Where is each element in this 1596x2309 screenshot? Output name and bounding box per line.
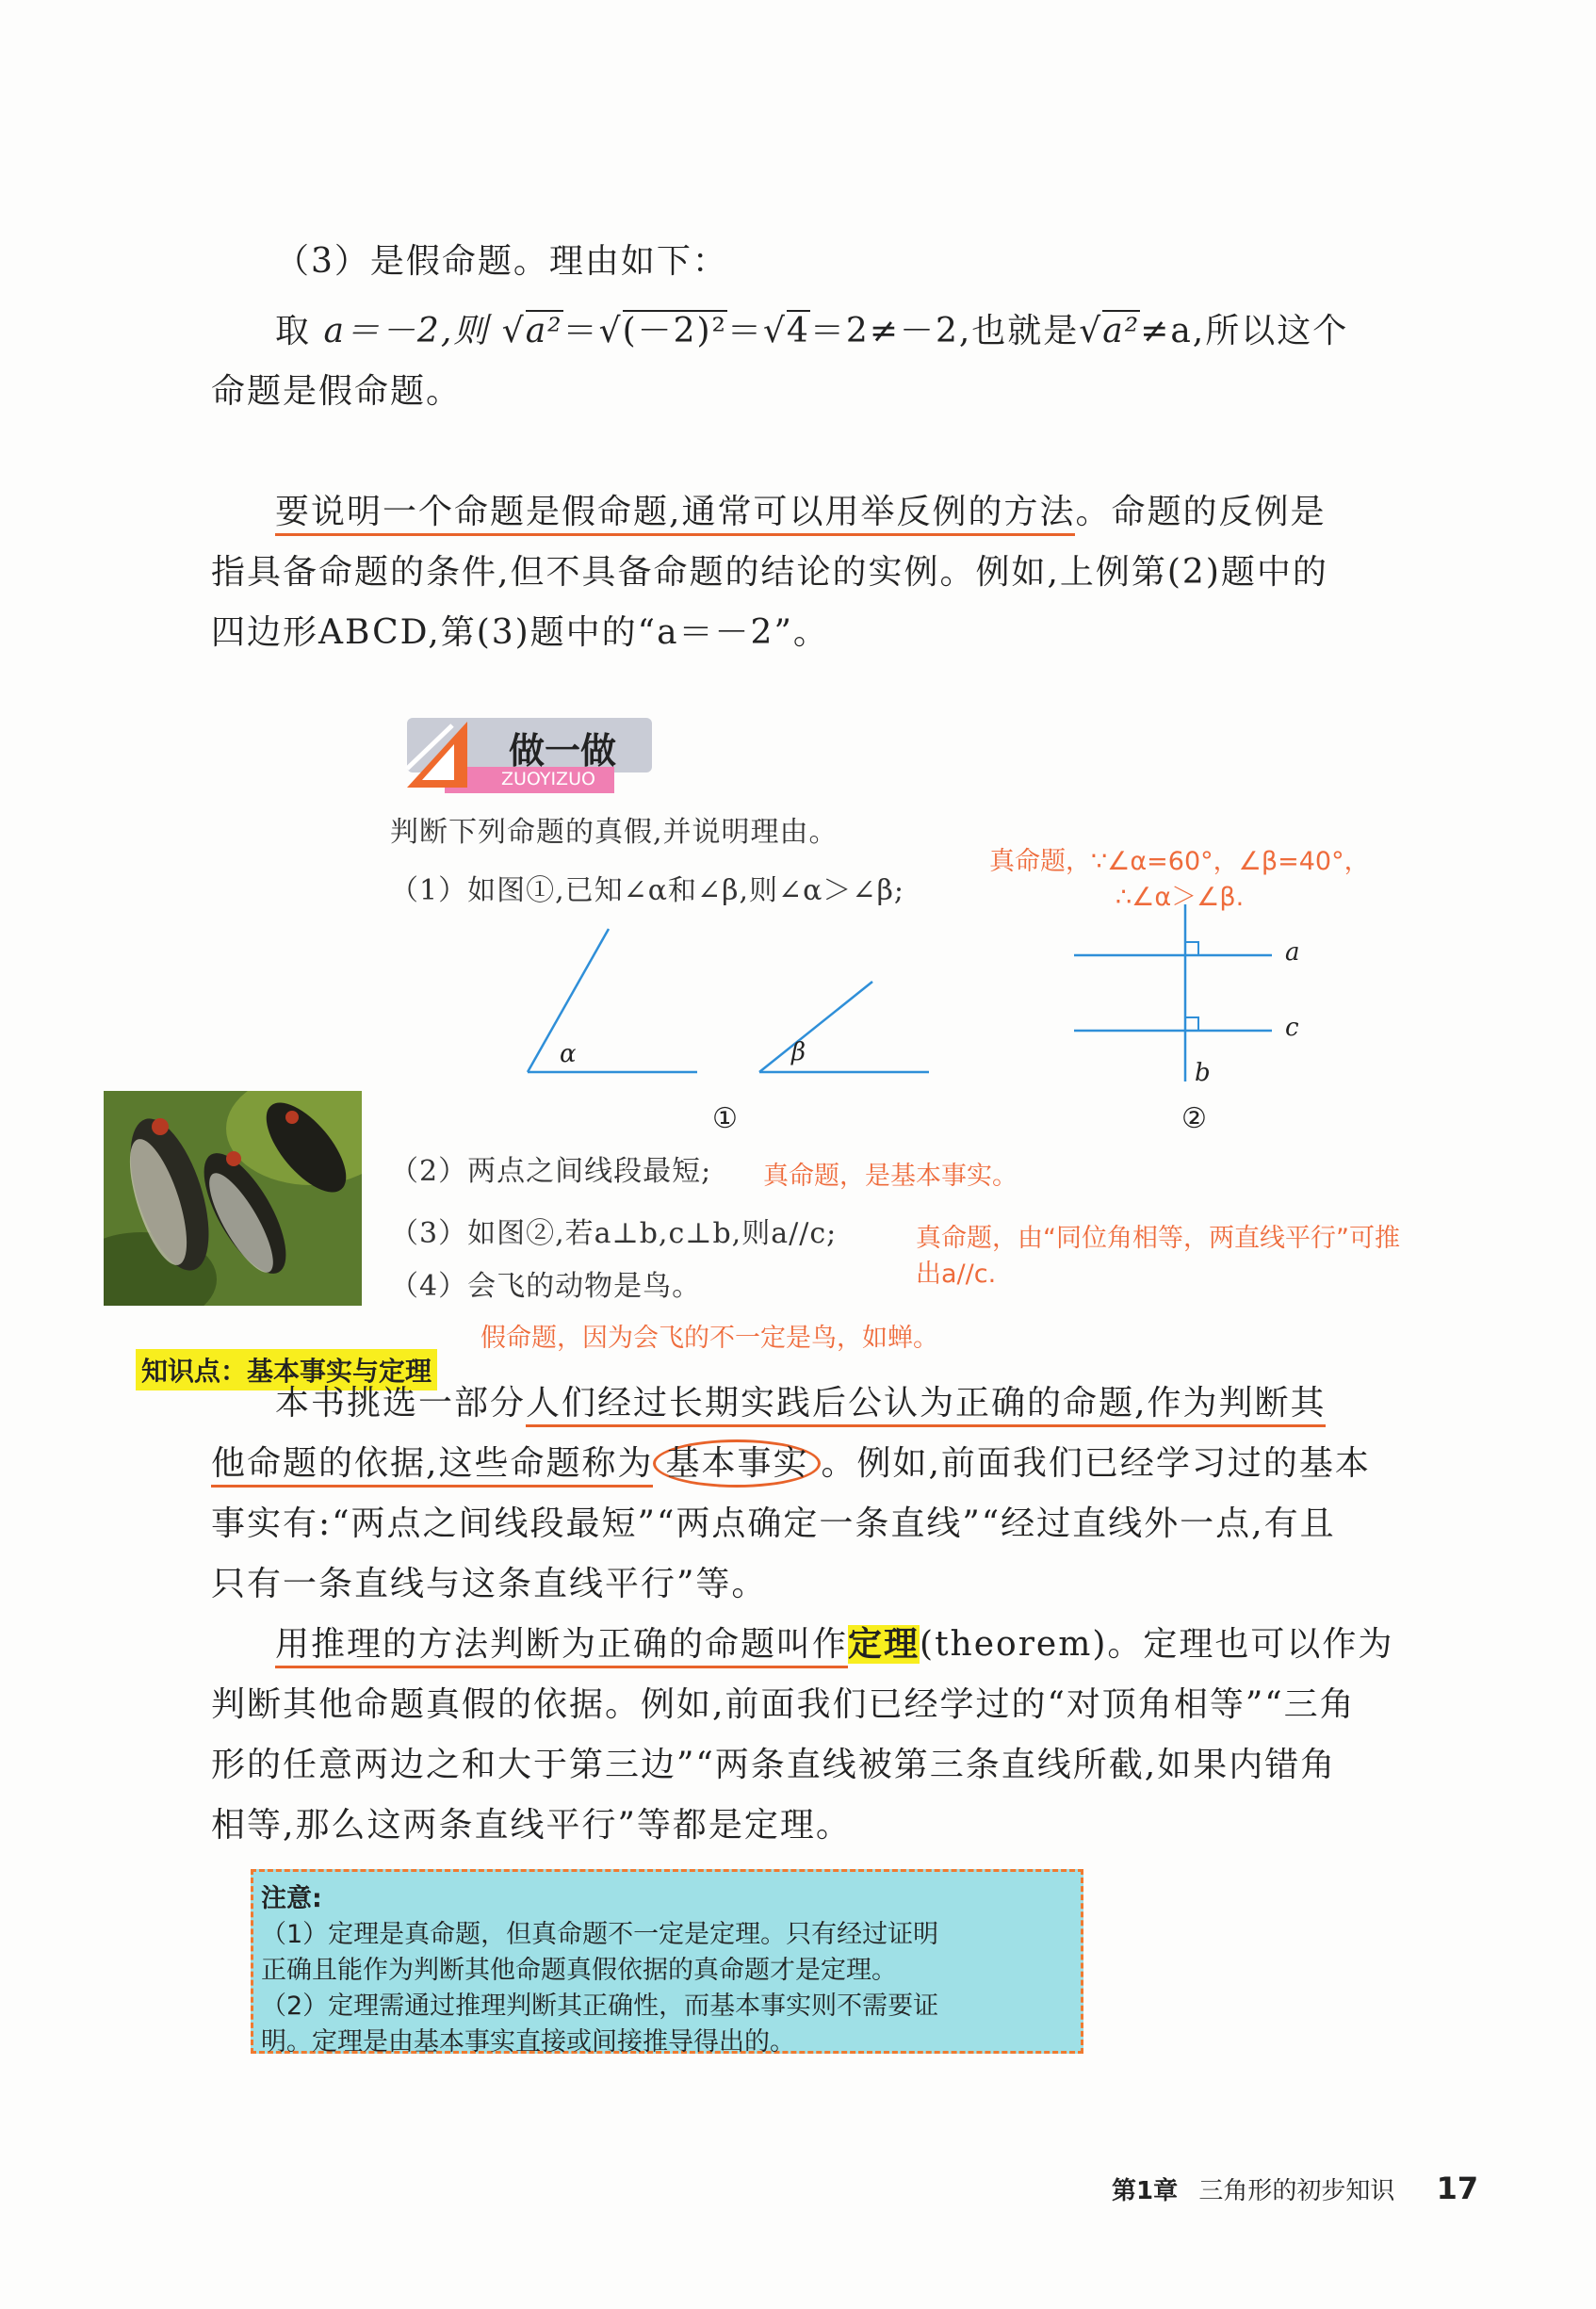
counterexample-line-1	[275, 482, 1326, 543]
annotation-3a: 真命题，由“同位角相等，两直线平行”可推	[916, 1224, 1400, 1253]
question-4: （4）会飞的动物是鸟。	[390, 1270, 702, 1303]
annotation-4: 假命题，因为会飞的不一定是鸟，如蝉。	[480, 1324, 938, 1353]
line-b-label: b	[1195, 1059, 1211, 1087]
theorem-line-2: 判断其他命题真假的依据。例如,前面我们已经学过的“对顶角相等”“三角	[211, 1685, 1356, 1724]
text: 本书挑选一部分	[275, 1384, 527, 1423]
note-title: 注意:	[261, 1884, 322, 1913]
angle-alpha-label: α	[560, 1040, 577, 1068]
chapter-title: 三角形的初步知识	[1198, 2177, 1395, 2205]
badge-subtitle: ZUOYIZUO	[501, 769, 595, 789]
equals-sign: ＝	[562, 312, 599, 350]
theorem-line-4: 相等,那么这两条直线平行”等都是定理。	[211, 1806, 852, 1845]
line-c-label: c	[1285, 1014, 1299, 1042]
facts-line-4: 只有一条直线与这条直线平行”等。	[211, 1565, 768, 1603]
note-line-4: 明。定理是由基本事实直接或间接推导得出的。	[261, 2027, 795, 2057]
figure-2-label: ②	[1181, 1102, 1207, 1135]
text: 。例如,前面我们已经学习过的基本	[821, 1444, 1371, 1483]
ruler-icon	[401, 712, 473, 793]
sqrt-expression: √4	[763, 312, 810, 350]
activity-prompt: 判断下列命题的真假,并说明理由。	[390, 816, 839, 849]
intro-line-2	[275, 301, 1348, 362]
underlined-text: 用推理的方法判断为正确的命题叫作	[275, 1625, 848, 1668]
theorem-line-1	[275, 1615, 1393, 1675]
intro-text: ＝2≠－2,也就是	[809, 312, 1080, 350]
cicada-photo	[104, 1091, 362, 1306]
chapter-number: 第1章	[1112, 2177, 1179, 2205]
figure-1	[509, 923, 961, 1093]
intro-text: ≠a,所以这个	[1140, 312, 1349, 350]
counterexample-line-2: 指具备命题的条件,但不具备命题的结论的实例。例如,上例第(2)题中的	[211, 553, 1328, 592]
intro-text: 取	[275, 312, 312, 350]
knowledge-tag: 知识点：基本事实与定理	[136, 1349, 437, 1390]
annotation-1b: ∴∠α＞∠β.	[1116, 883, 1245, 912]
equals-sign: ＝	[727, 312, 764, 350]
activity-badge	[388, 712, 671, 799]
facts-line-2	[211, 1434, 1371, 1494]
question-2: （2）两点之间线段最短;	[390, 1155, 712, 1188]
underlined-text: 他命题的依据,这些命题称为	[211, 1444, 653, 1488]
text: (theorem)。定理也可以作为	[920, 1625, 1394, 1664]
text: 。命题的反例是	[1075, 493, 1327, 531]
intro-line-3: 命题是假命题。	[211, 372, 463, 411]
facts-line-1	[275, 1374, 1326, 1434]
question-3: （3）如图②,若a⊥b,c⊥b,则a//c;	[390, 1217, 838, 1250]
question-1: （1）如图①,已知∠α和∠β,则∠α＞∠β;	[390, 874, 905, 907]
underlined-text: 人们经过长期实践后公认为正确的命题,作为判断其	[526, 1384, 1326, 1427]
line-a-label: a	[1285, 938, 1300, 967]
footer	[1112, 2171, 1478, 2206]
note-line-1: （1）定理是真命题，但真命题不一定是定理。只有经过证明	[261, 1920, 939, 1949]
sqrt-expression: √(－2)²	[598, 312, 727, 350]
highlighted-term: 定理	[848, 1625, 920, 1664]
sqrt-expression: √a²	[1079, 312, 1141, 350]
underlined-text: 要说明一个命题是假命题,通常可以用举反例的方法	[275, 493, 1075, 536]
intro-text: a＝－2,则	[323, 312, 490, 350]
figure-1-label: ①	[712, 1102, 738, 1135]
angle-beta-label: β	[791, 1038, 806, 1066]
annotation-1a: 真命题，∵∠α=60°，∠β=40°，	[989, 847, 1370, 876]
note-line-3: （2）定理需通过推理判断其正确性，而基本事实则不需要证	[261, 1992, 939, 2021]
sqrt-expression: √a²	[501, 312, 563, 350]
page-number: 17	[1436, 2171, 1479, 2206]
theorem-line-3: 形的任意两边之和大于第三边”“两条直线被第三条直线所截,如果内错角	[211, 1746, 1337, 1784]
annotation-2: 真命题，是基本事实。	[763, 1162, 1018, 1191]
intro-line-1: （3）是假命题。理由如下：	[275, 242, 728, 281]
note-box	[251, 1869, 1083, 2057]
note-line-2: 正确且能作为判断其他命题真假依据的真命题才是定理。	[261, 1956, 897, 1985]
circled-term: 基本事实	[653, 1439, 821, 1488]
facts-line-3: 事实有:“两点之间线段最短”“两点确定一条直线”“经过直线外一点,有且	[211, 1504, 1336, 1543]
badge-title: 做一做	[509, 730, 617, 772]
annotation-3b: 出a//c.	[916, 1260, 997, 1289]
counterexample-line-3: 四边形ABCD,第(3)题中的“a＝－2”。	[211, 613, 829, 652]
